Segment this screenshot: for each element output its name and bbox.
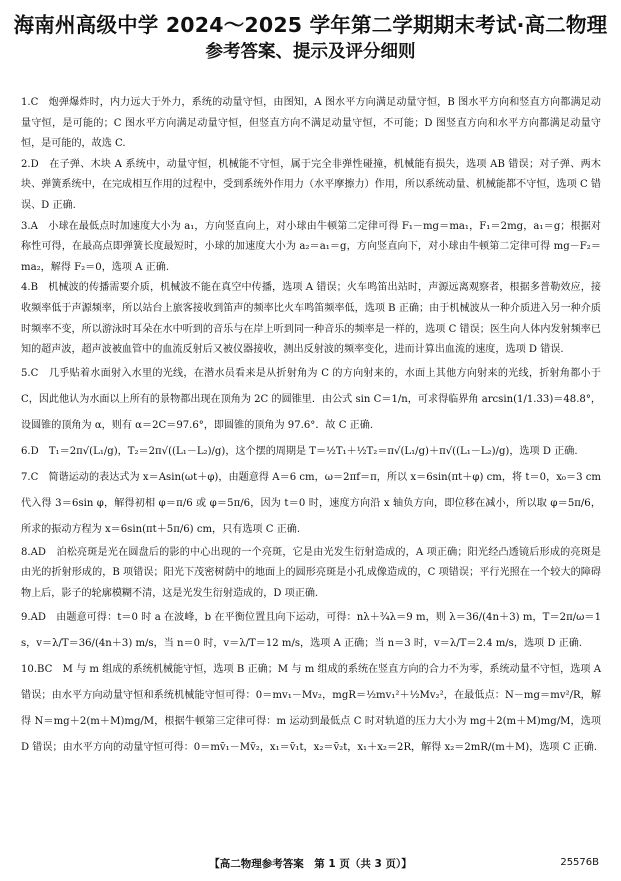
answer-item-9: 9.AD 由题意可得：t＝0 时 a 在波峰，b 在平衡位置且向下运动，可得：nλ＋¾λ＝9 m，则 λ＝36/(4n＋3) m，T＝2π/ω＝1 s，v＝λ/T＝36/(4n＋3) m/s，当 n＝0 时，v＝λ/T＝12 m/s，选项 A 正确；当 n＝3 时，v＝λ/T＝2.4 m/s，选项 D 正确. — [21, 611, 601, 649]
answer-item-8: 8.AD 泊松亮斑是光在圆盘后的影的中心出现的一个亮斑，它是由光发生衍射造成的，A 项正确；阳光经凸透镜后形成的亮斑是由光的折射形成的，B 项错误；阳光下茂密树荫中的地面上的圆形亮斑是小孔成像造成的，C 项错误；平行光照在一个较大的障碍物上后，影子的轮廓模糊不清，这是光发生衍射造成的，D 项正确. — [21, 546, 601, 599]
page-title: 海南州高级中学 2024～2025 学年第二学期期末考试·高二物理 — [13, 13, 608, 37]
document-code: 25576B — [560, 857, 599, 868]
answer-item-4: 4.B 机械波的传播需要介质，机械波不能在真空中传播，选项 A 错误；火车鸣笛出站时，声源远离观察者，根据多普勒效应，接收频率低于声源频率，所以站台上旅客接收到笛声的频率比火车鸣笛频率低，选项 B 正确；由于机械波从一种介质进入另一种介质时频率不变，所以游泳时耳朵在水中听到的音乐与在岸上听到同一种音乐的频率是一样的，选项 C 错误；医生向人体内发射频率已知的超声波，超声波被血管中的血流反射后又被仪器接收，测出反射波的频率变化，进而计算出血流的速度，选项 D 错误. — [21, 282, 601, 356]
answer-item-6: 6.D T₁＝2π√(L₁/g)，T₂＝2π√((L₁－L₂)/g)，这个摆的周期是 T＝½T₁＋½T₂＝π√(L₁/g)＋π√((L₁－L₂)/g)，选项 D 正确. — [21, 445, 578, 457]
answer-item-7: 7.C 简谐运动的表达式为 x＝Asin(ωt＋φ)，由题意得 A＝6 cm，ω＝2πf＝π，所以 x＝6sin(πt＋φ) cm，将 t＝0，x₀＝3 cm 代入得 3＝6sin φ，解得初相 φ＝π/6 或 φ＝5π/6，因为 t＝0 时，速度方向沿 x 轴负方向，即位移在减小，所以取 φ＝5π/6，所求的振动方程为 x＝6sin(πt＋5π/6) cm，只有选项 C 正确. — [21, 471, 601, 535]
answer-item-10: 10.BC M 与 m 组成的系统机械能守恒，选项 B 正确；M 与 m 组成的系统在竖直方向的合力不为零，系统动量不守恒，选项 A 错误；由水平方向动量守恒和系统机械能守恒可得：0＝mv₁－Mv₂，mgR＝½mv₁²＋½Mv₂²，在最低点：N－mg＝mv²/R，解得 N＝mg＋2(m＋M)mg/M，根据牛顿第三定律可得：m 运动到最低点 C 时对轨道的压力大小为 mg＋2(m＋M)mg/M，选项 D 错误；由水平方向的动量守恒可得：0＝mv̄₁－Mv̄₂，x₁＝v̄₁t，x₂＝v̄₂t，x₁＋x₂＝2R，解得 x₂＝2mR/(m＋M)，选项 C 正确. — [21, 663, 601, 753]
answer-item-2: 2.D 在子弹、木块 A 系统中，动量守恒，机械能不守恒，属于完全非弹性碰撞，机械能有损失，选项 AB 错误；对子弹、两木块、弹簧系统中，在完成相互作用的过程中，受到系统外作用力（水平摩擦力）作用，所以系统动量、机械能都不守恒，选项 C 错误、D 正确. — [21, 158, 601, 211]
answer-item-5: 5.C 几乎贴着水面射入水里的光线，在潜水员看来是从折射角为 C 的方向射来的，水面上其他方向射来的光线，折射角都小于 C，因此他认为水面以上所有的景物都出现在顶角为 2C 的圆锥里．由公式 sin C＝1/n，可求得临界角 arcsin(1/1.33)＝48.8°，设圆锥的顶角为 α，则有 α＝2C＝97.6°，即圆锥的顶角为 97.6°．故 C 正确. — [21, 367, 601, 431]
page-subtitle: 参考答案、提示及评分细则 — [205, 42, 416, 62]
page-footer: 【高二物理参考答案 第 1 页（共 3 页）】 — [209, 858, 412, 870]
answer-item-1: 1.C 炮弹爆炸时，内力远大于外力，系统的动量守恒，由图知，A 图水平方向满足动量守恒，B 图水平方向和竖直方向都满足动量守恒，是可能的；C 图水平方向满足动量守恒，但竖直方向不满足动量守恒，不可能；D 图竖直方向和水平方向都满足动量守恒，是可能的，故选 C. — [21, 97, 601, 150]
answer-list — [21, 93, 601, 761]
answer-item-3: 3.A 小球在最低点时加速度大小为 a₁，方向竖直向上，对小球由牛顿第二定律可得 F₁－mg＝ma₁，F₁＝2mg，a₁＝g；根据对称性可得，在最高点即弹簧长度最短时，小球的加速度大小为 a₂＝a₁＝g，方向竖直向下，对小球由牛顿第二定律可得 mg－F₂＝ma₂，解得 F₂＝0，选项 A 正确. — [21, 220, 601, 273]
